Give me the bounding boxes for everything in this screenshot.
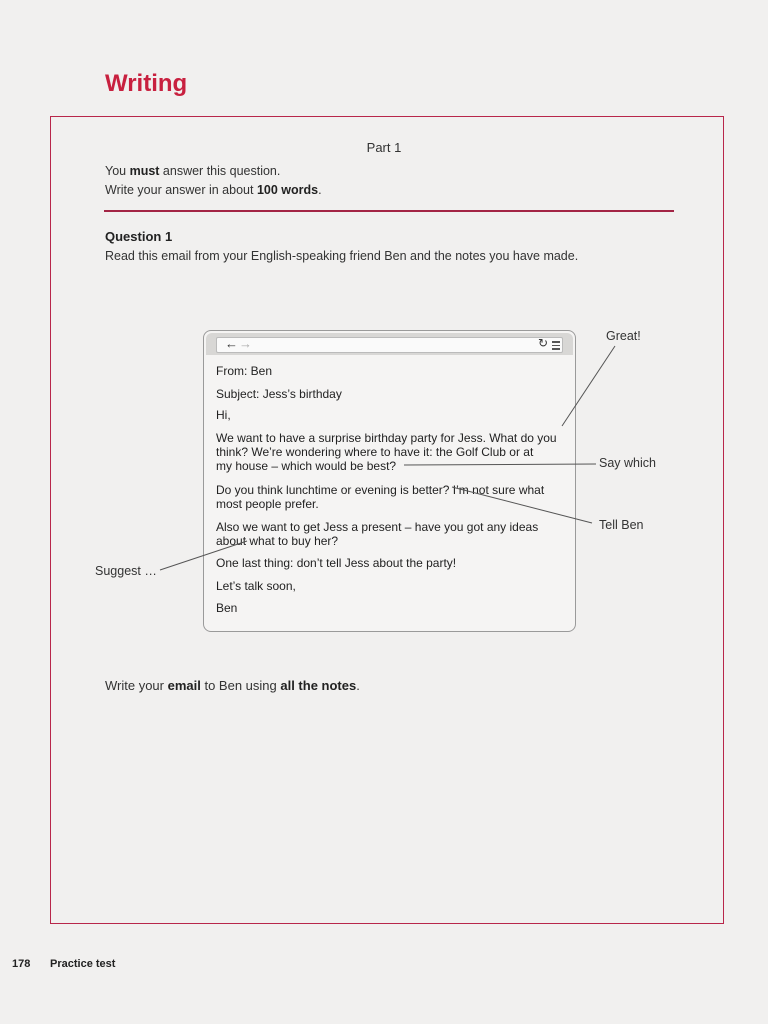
email-from: From: Ben [216, 364, 273, 378]
note-suggest: Suggest … [95, 564, 157, 578]
instruction-2-pre: Write your answer in about [105, 183, 257, 197]
email-signoff: Let’s talk soon, [216, 579, 296, 593]
email-para3-line1: Also we want to get Jess a present – have you got any ideas [216, 520, 539, 534]
great-leader-line [562, 346, 615, 426]
refresh-icon[interactable]: ↻ [537, 336, 548, 350]
question-title: Question 1 [105, 229, 173, 244]
forward-arrow-icon[interactable]: → [239, 336, 252, 351]
email-para1-line1: We want to have a surprise birthday party for Jess. What do you [216, 431, 557, 445]
email-para4: One last thing: don’t tell Jess about the party! [216, 556, 457, 570]
say-which-leader-line [404, 464, 596, 465]
note-say-which: Say which [599, 456, 656, 470]
back-arrow-icon[interactable]: ← [225, 336, 238, 351]
task-bold-email: email [167, 678, 201, 693]
email-para3-line2: about what to buy her? [216, 534, 339, 548]
task-bold-notes: all the notes [280, 678, 357, 693]
email-para2-line1: Do you think lunchtime or evening is better? I’m not sure what [216, 483, 545, 497]
page-heading: Writing [105, 70, 188, 97]
suggest-leader-line [160, 541, 247, 570]
question-prompt: Read this email from your English-speaking friend Ben and the notes you have made. [105, 249, 579, 263]
note-great: Great! [606, 329, 641, 343]
email-para1-line2: think? We’re wondering where to have it: the Golf Club or at [216, 445, 534, 459]
tell-ben-leader-line [452, 487, 592, 523]
footer-section: Practice test [50, 958, 116, 970]
note-tell-ben: Tell Ben [599, 518, 644, 532]
instruction-2-post: . [318, 183, 322, 197]
task-instruction [105, 678, 360, 693]
part-title: Part 1 [366, 140, 402, 155]
instruction-1-bold: must [129, 164, 160, 178]
email-subject: Subject: Jess’s birthday [216, 387, 342, 401]
email-signature: Ben [216, 601, 238, 615]
email-para2-line2: most people prefer. [216, 497, 319, 511]
email-para1-line3: my house – which would be best? [216, 459, 397, 473]
instruction-1-pre: You [105, 164, 130, 178]
page-number: 178 [12, 958, 31, 970]
email-greeting: Hi, [216, 408, 231, 422]
instruction-1-post: answer this question. [159, 164, 281, 178]
task-post: . [356, 678, 360, 693]
task-mid: to Ben using [200, 678, 281, 693]
task-pre: Write your [105, 678, 168, 693]
instruction-2-bold: 100 words [256, 183, 319, 197]
